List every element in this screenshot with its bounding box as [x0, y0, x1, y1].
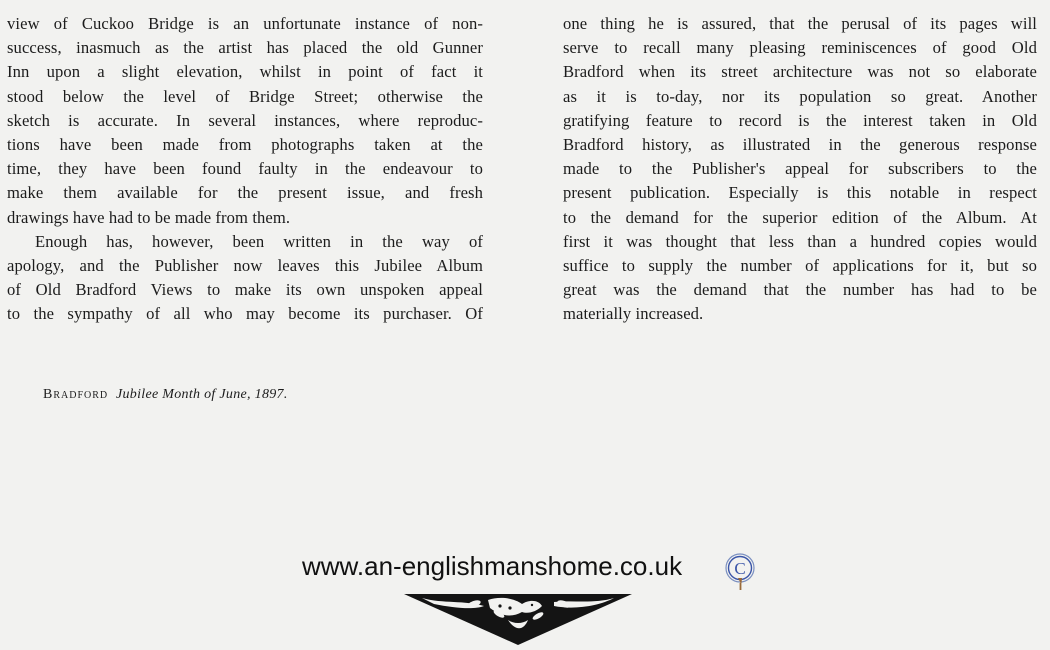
- text-line: sketch is accurate. In several instances, where reproduc-: [7, 110, 483, 130]
- text-line: as it is to-day, nor its population so great. Another: [563, 86, 1037, 106]
- text-line: present publication. Especially is this notable in respect: [563, 183, 1037, 203]
- text-line: of Old Bradford Views to make its own unspoken appeal: [7, 280, 483, 300]
- text-line: time, they have been found faulty in the endeavour to: [7, 159, 483, 179]
- text-line: success, inasmuch as the artist has placed the old Gunner: [7, 38, 483, 58]
- text-line: Enough has, however, been written in the way of: [35, 231, 483, 251]
- text-line: serve to recall many pleasing reminiscences of good Old: [563, 38, 1037, 58]
- text-line: make them available for the present issue, and fresh: [7, 183, 483, 203]
- website-link[interactable]: www.an-englishmanshome.co.uk: [302, 551, 683, 581]
- text-line: Bradford when its street architecture was not so elaborate: [563, 62, 1037, 82]
- text-line: view of Cuckoo Bridge is an unfortunate instance of non-: [7, 14, 483, 33]
- text-line: great was the demand that the number has had to be: [563, 280, 1037, 300]
- decorative-ornament: [404, 590, 632, 646]
- text-line: one thing he is assured, that the perusal of its pages will: [563, 14, 1037, 33]
- text-line: tions have been made from photographs taken at the: [7, 135, 483, 155]
- signoff: [43, 387, 288, 403]
- text-line: to the sympathy of all who may become its purchaser. Of: [7, 304, 483, 324]
- text-line: materially increased.: [563, 304, 704, 324]
- right-paragraph-1: [563, 12, 1037, 327]
- text-line: Inn upon a slight elevation, whilst in point of fact it: [7, 62, 483, 82]
- left-text-column: [7, 12, 483, 327]
- left-paragraph-2: [7, 230, 483, 327]
- signoff-date: Jubilee Month of June, 1897.: [115, 387, 288, 402]
- text-line: drawings have had to be made from them.: [7, 207, 291, 227]
- text-line: suffice to supply the number of applications for it, but so: [563, 256, 1037, 276]
- signoff-place: Bradford: [43, 387, 109, 402]
- text-line: apology, and the Publisher now leaves this Jubilee Album: [7, 256, 483, 276]
- text-line: first it was thought that less than a hundred copies would: [563, 231, 1037, 251]
- badge-letter: C: [734, 559, 746, 578]
- text-line: to the demand for the superior edition of the Album. At: [563, 207, 1037, 227]
- copyright-badge-icon: [723, 552, 757, 592]
- text-line: made to the Publisher's appeal for subscribers to the: [563, 159, 1037, 179]
- left-paragraph-1: [7, 12, 483, 230]
- right-text-column: [563, 12, 1037, 327]
- text-line: Bradford history, as illustrated in the generous response: [563, 135, 1037, 155]
- text-line: stood below the level of Bridge Street; otherwise the: [7, 86, 483, 106]
- text-line: gratifying feature to record is the interest taken in Old: [563, 110, 1037, 130]
